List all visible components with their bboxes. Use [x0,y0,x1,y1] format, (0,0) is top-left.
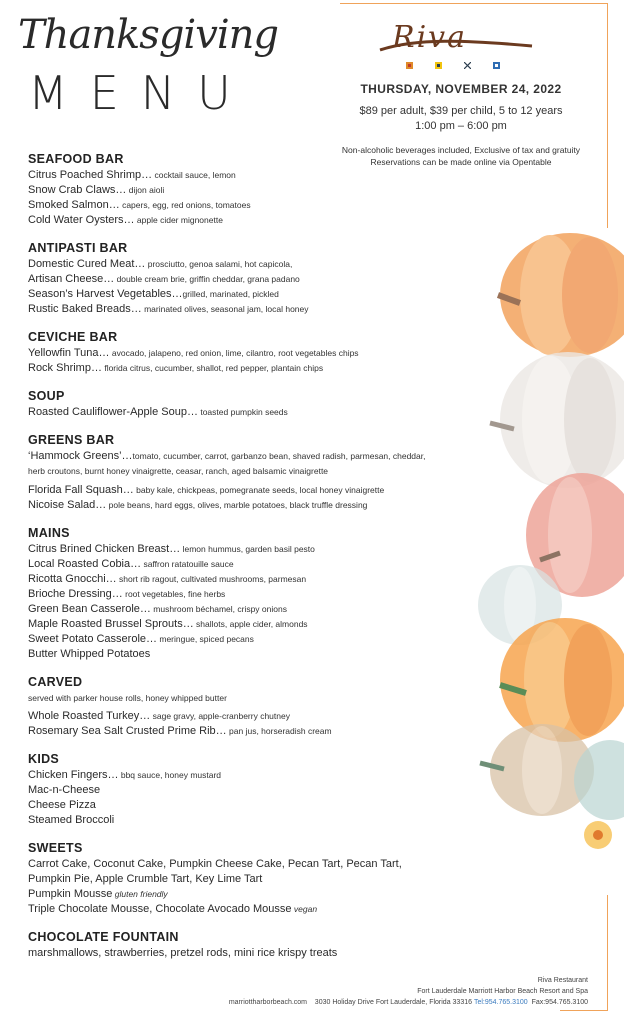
menu-item: Yellowfin Tuna… avocado, jalapeno, red onion, lime, cilantro, root vegetables chips [28,347,359,359]
section-seafood-bar [28,152,498,228]
menu-item: Citrus Brined Chicken Breast… lemon hummus, garden basil pesto [28,543,315,555]
menu-item: Butter Whipped Potatoes [28,648,151,660]
footer-tel[interactable]: Tel:954.765.3100 [473,999,528,1006]
event-price: $89 per adult, $39 per child, 5 to 12 years [359,105,563,117]
section-greens-bar [28,433,498,513]
section-sweets [28,841,498,917]
menu-item: Snow Crab Claws… dijon aioli [28,184,165,196]
frame-line-top [340,3,608,4]
section-title: CARVED [28,675,83,689]
section-title: SOUP [28,389,65,403]
frame-line-bottom [560,1010,608,1011]
menu-item: Nicoise Salad… pole beans, hard eggs, olives, marble potatoes, black truffle dressing [28,499,368,511]
title-menu: MENU [28,66,253,120]
title-script: Thanksgiving [18,12,278,58]
menu-item: Whole Roasted Turkey… sage gravy, apple-cranberry chutney [28,710,290,722]
footer-fax: Fax:954.765.3100 [531,999,588,1006]
footer-contact [229,997,588,1008]
menu-item: Steamed Broccoli [28,814,115,826]
logo-text: Riva [392,20,468,55]
menu-item: Smoked Salmon… capers, egg, red onions, tomatoes [28,199,251,211]
menu-item: marshmallows, strawberries, pretzel rods, mini rice krispy treats [28,947,338,959]
frame-line-right-top [607,3,608,228]
menu-item: Pumpkin Pie, Apple Crumble Tart, Key Lime Tart [28,873,263,885]
menu-item: Ricotta Gnocchi… short rib ragout, cultivated mushrooms, parmesan [28,573,307,585]
footer-site[interactable]: marriottharborbeach.com [228,999,308,1006]
flag-icon [464,62,471,69]
event-note: Non-alcoholic beverages included, Exclusive of tax and gratuity [341,145,581,155]
flag-icon [493,62,500,69]
menu-item: Cold Water Oysters… apple cider mignonette [28,214,223,226]
menu-item: Green Bean Casserole… mushroom béchamel, crispy onions [28,603,287,615]
menu-body [28,152,498,974]
flag-icon [406,62,413,69]
footer-address: 3030 Holiday Drive Fort Lauderdale, Florida 33316 [314,999,472,1006]
footer [229,975,588,1008]
section-note: served with parker house rolls, honey whipped butter [28,693,227,703]
footer-resort: Fort Lauderdale Marriott Harbor Beach Resort and Spa [417,988,588,995]
menu-item: Carrot Cake, Coconut Cake, Pumpkin Cheese Cake, Pecan Tart, Pecan Tart, [28,858,402,870]
menu-item: Citrus Poached Shrimp… cocktail sauce, lemon [28,169,236,181]
menu-item: Roasted Cauliflower-Apple Soup… toasted pumpkin seeds [28,406,288,418]
menu-item: Rosemary Sea Salt Crusted Prime Rib… pan jus, horseradish cream [28,725,332,737]
menu-item: Domestic Cured Meat… prosciutto, genoa salami, hot capicola, [28,258,293,270]
pumpkin-orange-top [498,233,624,357]
menu-item: Pumpkin Mousse gluten friendly [28,888,168,900]
section-ceviche-bar [28,330,498,376]
menu-item: Florida Fall Squash… baby kale, chickpeas, pomegranate seeds, local honey vinaigrette [28,484,385,496]
event-reservations: Reservations can be made online via Opentable [370,157,552,167]
section-title: CHOCOLATE FOUNTAIN [28,930,179,944]
section-title: ANTIPASTI BAR [28,241,128,255]
menu-item: Cheese Pizza [28,799,96,811]
section-title: SEAFOOD BAR [28,152,124,166]
menu-item: Rustic Baked Breads… marinated olives, seasonal jam, local honey [28,303,309,315]
section-soup [28,389,498,420]
menu-item: Rock Shrimp… florida citrus, cucumber, shallot, red pepper, plantain chips [28,362,324,374]
event-date: THURSDAY, NOVEMBER 24, 2022 [360,82,562,96]
nautical-flags-icon [406,62,500,69]
menu-item: Local Roasted Cobia… saffron ratatouille sauce [28,558,234,570]
menu-item: Chicken Fingers… bbq sauce, honey mustard [28,769,222,781]
frame-line-right-bottom [607,895,608,1010]
section-chocolate-fountain [28,930,498,961]
menu-item: Maple Roasted Brussel Sprouts… shallots, apple cider, almonds [28,618,308,630]
section-title: SWEETS [28,841,83,855]
section-title: GREENS BAR [28,433,115,447]
pumpkin-white [490,352,624,488]
section-mains [28,526,498,662]
section-title: MAINS [28,526,70,540]
section-title: KIDS [28,752,60,766]
menu-item: Brioche Dressing… root vegetables, fine herbs [28,588,226,600]
menu-item: Mac-n-Cheese [28,784,101,796]
menu-item: Triple Chocolate Mousse, Chocolate Avocado Mousse vegan [28,903,318,915]
pumpkin-orange-bottom [500,618,624,742]
flag-icon [435,62,442,69]
section-carved [28,675,498,739]
section-kids [28,752,498,828]
menu-item: Artisan Cheese… double cream brie, griffin cheddar, grana padano [28,273,300,285]
event-time: 1:00 pm – 6:00 pm [415,120,507,132]
section-title: CEVICHE BAR [28,330,118,344]
menu-item: Season’s Harvest Vegetables…grilled, marinated, pickled [28,288,279,300]
menu-item: Sweet Potato Casserole… meringue, spiced pecans [28,633,254,645]
flower-icon [584,821,612,849]
section-antipasti-bar [28,241,498,317]
footer-restaurant: Riva Restaurant [537,977,588,984]
menu-item: ‘Hammock Greens’…tomato, cucumber, carrot, garbanzo bean, shaved radish, parmesan, cheddar, herb croutons, burnt honey vinaigrette, ceasar, ranch, aged balsamic vinaigrette [28,450,426,476]
